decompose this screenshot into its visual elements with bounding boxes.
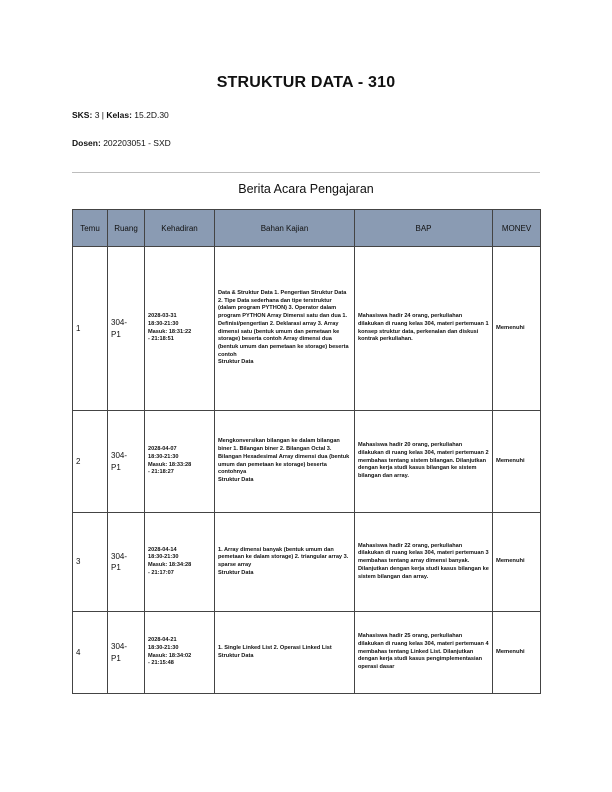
cell-bahan-kajian: 1. Array dimensi banyak (bentuk umum dan pemetaan ke dalam storage) 2. triangular array 3. sparse array Struktur Data	[215, 513, 355, 612]
table-row	[73, 411, 541, 513]
cell-ruang: 304- P1	[108, 513, 145, 612]
column-header-temu: Temu	[73, 210, 108, 247]
lecturer-info	[72, 138, 171, 148]
sks-label: SKS:	[72, 110, 93, 120]
table-row	[73, 513, 541, 612]
cell-ruang: 304- P1	[108, 411, 145, 513]
cell-bahan-kajian: 1. Single Linked List 2. Operasi Linked List Struktur Data	[215, 612, 355, 694]
cell-bap: Mahasiswa hadir 25 orang, perkuliahan dilakukan di ruang kelas 304, materi pertemuan 4 membahas tentang Linked List. Dilanjutkan dengan kerja studi kasus pengimplementasian operasi dasar	[355, 612, 493, 694]
column-header-kehadiran: Kehadiran	[145, 210, 215, 247]
cell-temu: 1	[73, 247, 108, 411]
dosen-label: Dosen:	[72, 138, 101, 148]
cell-bahan-kajian: Mengkonversikan bilangan ke dalam bilangan biner 1. Bilangan biner 2. Bilangan Octal 3. Bilangan Hexadesimal Array dimensi dua (bentuk umum dan pemetaan ke storage) beserta contohnya Struktur Data	[215, 411, 355, 513]
cell-monev: Memenuhi	[493, 513, 541, 612]
separator: |	[101, 110, 105, 120]
cell-monev: Memenuhi	[493, 247, 541, 411]
cell-kehadiran: 2028-03-31 18:30-21:30 Masuk: 18:31:22 - 21:18:51	[145, 247, 215, 411]
cell-bahan-kajian: Data & Struktur Data 1. Pengertian Struktur Data 2. Tipe Data sederhana dan tipe terstruktur (dalam program PYTHON) 3. Operator dalam program PYTHON Array Dimensi satu dan dua 1. Definisi/pengertian 2. Deklarasi array 3. Array dimensi satu (bentuk umum dan pemetaan ke storage) beserta contoh Array dimensi dua (bentuk umum dan pemetaan ke storage) beserta contoh Struktur Data	[215, 247, 355, 411]
kelas-label: Kelas:	[106, 110, 132, 120]
column-header-ruang: Ruang	[108, 210, 145, 247]
teaching-report-table	[72, 209, 541, 694]
column-header-bap: BAP	[355, 210, 493, 247]
cell-temu: 2	[73, 411, 108, 513]
cell-bap: Mahasiswa hadir 24 orang, perkuliahan dilakukan di ruang kelas 304, materi pertemuan 1 konsep struktur data, perkenalan dan diskusi kontrak perkuliahan.	[355, 247, 493, 411]
table-row	[73, 612, 541, 694]
cell-ruang: 304- P1	[108, 612, 145, 694]
column-header-monev: MONEV	[493, 210, 541, 247]
cell-bap: Mahasiswa hadir 22 orang, perkuliahan dilakukan di ruang kelas 304, materi pertemuan 3 membahas tentang array dimensi banyak. Dilanjutkan dengan kerja studi kasus bilangan ke sistem bilangan dan array.	[355, 513, 493, 612]
course-info	[72, 110, 169, 120]
page-title: STRUKTUR DATA - 310	[216, 74, 396, 91]
cell-kehadiran: 2028-04-14 18:30-21:30 Masuk: 18:34:28 - 21:17:07	[145, 513, 215, 612]
cell-monev: Memenuhi	[493, 612, 541, 694]
cell-temu: 4	[73, 612, 108, 694]
cell-monev: Memenuhi	[493, 411, 541, 513]
divider	[72, 172, 540, 173]
column-header-bahan-kajian: Bahan Kajian	[215, 210, 355, 247]
cell-kehadiran: 2028-04-21 18:30-21:30 Masuk: 18:34:02 - 21:15:48	[145, 612, 215, 694]
kelas-value: 15.2D.30	[134, 110, 169, 120]
table-row	[73, 247, 541, 411]
cell-bap: Mahasiswa hadir 20 orang, perkuliahan dilakukan di ruang kelas 304, materi pertemuan 2 membahas tentang sistem bilangan. Dilanjutkan dengan kerja studi kasus bilangan ke sistem bilangan dan array.	[355, 411, 493, 513]
cell-ruang: 304- P1	[108, 247, 145, 411]
cell-temu: 3	[73, 513, 108, 612]
dosen-value: 202203051 - SXD	[103, 138, 171, 148]
cell-kehadiran: 2028-04-07 18:30-21:30 Masuk: 18:33:28 - 21:18:27	[145, 411, 215, 513]
section-title: Berita Acara Pengajaran	[238, 182, 374, 196]
sks-value: 3	[94, 110, 100, 120]
table-header-row	[73, 210, 541, 247]
